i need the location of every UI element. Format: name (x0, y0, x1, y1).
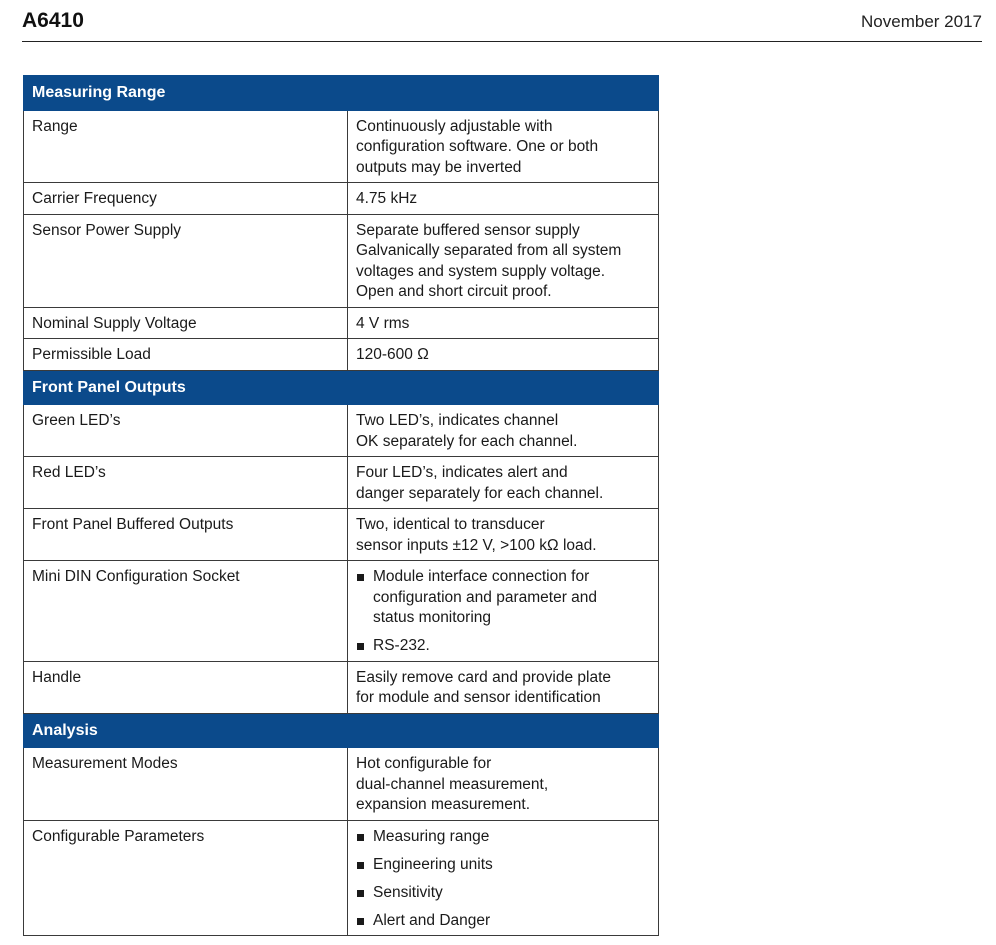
spec-label: Configurable Parameters (24, 820, 348, 936)
specification-table (23, 75, 659, 936)
spec-label: Nominal Supply Voltage (24, 307, 348, 339)
value-line: for module and sensor identification (356, 689, 601, 706)
spec-label: Permissible Load (24, 339, 348, 371)
bullet-line: configuration and parameter and (373, 588, 598, 606)
spec-row-permissible-load (24, 339, 659, 371)
spec-value (348, 748, 659, 821)
value-line: Hot configurable for (356, 755, 492, 772)
value-line: expansion measurement. (356, 796, 531, 813)
spec-label: Range (24, 110, 348, 183)
bullet-line: Alert and Danger (373, 911, 491, 929)
bullet-line: Measuring range (373, 827, 490, 845)
bullet-line: Engineering units (373, 855, 493, 873)
bullet-item (356, 567, 650, 629)
square-bullet-icon (357, 574, 364, 581)
value-line: Two, identical to transducer (356, 516, 545, 533)
section-title: Analysis (24, 713, 659, 748)
spec-label: Sensor Power Supply (24, 214, 348, 307)
section-title: Measuring Range (24, 76, 659, 111)
square-bullet-icon (357, 643, 364, 650)
spec-value (348, 405, 659, 457)
value-line: Four LED’s, indicates alert and (356, 464, 568, 481)
spec-label: Front Panel Buffered Outputs (24, 509, 348, 561)
spec-value (348, 561, 659, 662)
square-bullet-icon (357, 918, 364, 925)
value-line: Two LED’s, indicates channel (356, 412, 559, 429)
value-line: dual-channel measurement, (356, 775, 549, 793)
spec-label: Mini DIN Configuration Socket (24, 561, 348, 662)
square-bullet-icon (357, 834, 364, 841)
spec-value: 4.75 kHz (348, 183, 659, 215)
value-line: outputs may be inverted (356, 158, 522, 176)
value-line: voltages and system supply voltage. (356, 262, 605, 280)
value-line: Separate buffered sensor supply (356, 221, 580, 239)
square-bullet-icon (357, 862, 364, 869)
spec-row-carrier-frequency (24, 183, 659, 215)
spec-value: 120-600 Ω (348, 339, 659, 371)
spec-value (348, 661, 659, 713)
spec-value (348, 110, 659, 183)
bullet-item (356, 827, 650, 848)
value-line: configuration software. One or both (356, 138, 599, 155)
spec-label: Measurement Modes (24, 748, 348, 821)
spec-row-sensor-power-supply (24, 214, 659, 307)
spec-value: 4 V rms (348, 307, 659, 339)
spec-value (348, 214, 659, 307)
document-id: A6410 (22, 9, 84, 32)
square-bullet-icon (357, 890, 364, 897)
spec-value (348, 457, 659, 509)
value-line: Easily remove card and provide plate (356, 668, 612, 686)
spec-row-red-leds (24, 457, 659, 509)
spec-row-nominal-supply-voltage (24, 307, 659, 339)
bullet-item (356, 883, 650, 904)
page-header (22, 0, 982, 42)
document-date: November 2017 (861, 12, 982, 31)
spec-row-measurement-modes (24, 748, 659, 821)
section-header-analysis (24, 713, 659, 748)
spec-row-green-leds (24, 405, 659, 457)
bullet-list (356, 827, 650, 932)
bullet-line: RS-232. (373, 637, 430, 654)
bullet-item (356, 911, 650, 932)
spec-row-configurable-parameters (24, 820, 659, 936)
spec-row-handle (24, 661, 659, 713)
spec-row-range (24, 110, 659, 183)
spec-label: Handle (24, 661, 348, 713)
spec-row-front-panel-buffered-outputs (24, 509, 659, 561)
bullet-item (356, 636, 650, 657)
spec-value (348, 820, 659, 936)
bullet-list (356, 567, 650, 657)
section-header-front-panel-outputs (24, 370, 659, 405)
value-line: Galvanically separated from all system (356, 242, 622, 259)
value-line: Open and short circuit proof. (356, 283, 552, 300)
bullet-line: Sensitivity (373, 883, 443, 901)
value-line: danger separately for each channel. (356, 484, 604, 502)
section-header-measuring-range (24, 76, 659, 111)
section-title: Front Panel Outputs (24, 370, 659, 405)
value-line: Continuously adjustable with (356, 117, 553, 135)
bullet-item (356, 855, 650, 876)
spec-label: Green LED’s (24, 405, 348, 457)
value-line: sensor inputs ±12 V, >100 kΩ load. (356, 536, 597, 554)
bullet-line: Module interface connection for (373, 568, 590, 585)
spec-label: Carrier Frequency (24, 183, 348, 215)
spec-row-mini-din-configuration-socket (24, 561, 659, 662)
bullet-line: status monitoring (373, 609, 492, 626)
spec-label: Red LED’s (24, 457, 348, 509)
spec-value (348, 509, 659, 561)
value-line: OK separately for each channel. (356, 432, 578, 450)
